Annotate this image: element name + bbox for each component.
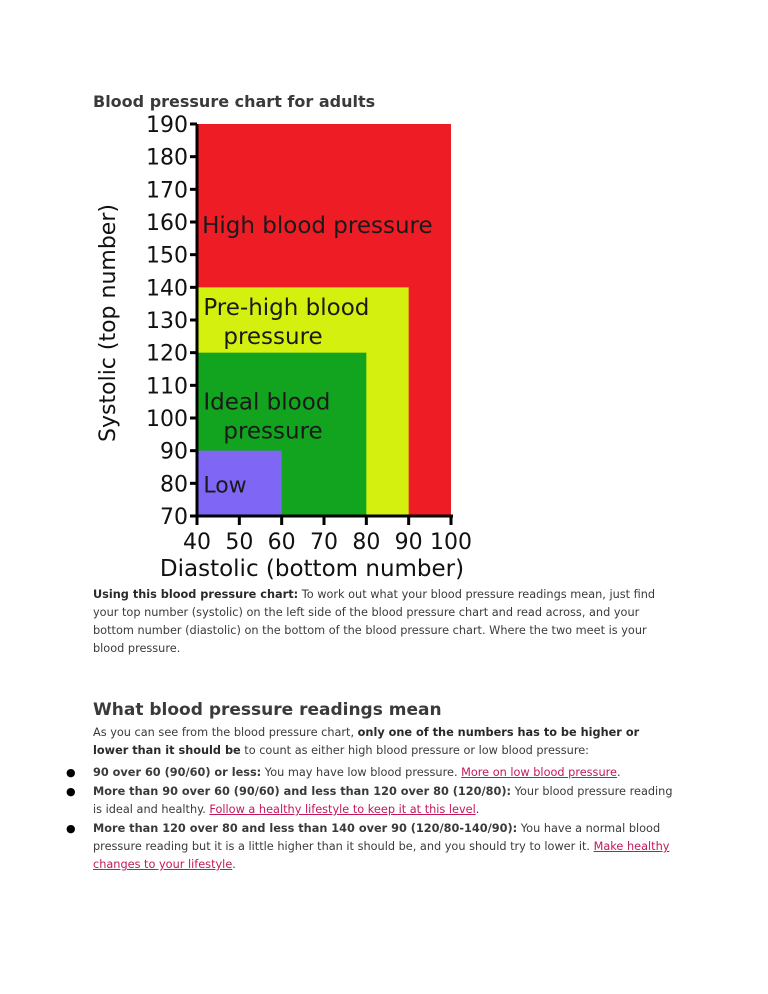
reading-range: More than 90 over 60 (90/60) and less than 120 over 80 (120/80):: [93, 785, 512, 798]
y-tick-label: 150: [146, 243, 188, 269]
readings-list: [66, 764, 678, 875]
x-tick-label: 100: [430, 530, 472, 555]
y-tick-label: 90: [160, 439, 188, 465]
y-tick-label: 180: [146, 145, 188, 171]
x-tick-label: 90: [394, 530, 423, 555]
region-label: Ideal blood: [203, 389, 331, 416]
bullet-icon: ●: [66, 766, 76, 779]
x-axis-title: Diastolic (bottom number): [159, 556, 465, 580]
reading-range: More than 120 over 80 and less than 140 over 90 (120/80-140/90):: [93, 822, 518, 835]
x-tick-label: 70: [310, 530, 338, 555]
reading-description: Your blood pressure reading is ideal and healthy.: [93, 785, 673, 816]
readings-intro-emphasis: only one of the numbers has to be higher or lower than it should be: [93, 726, 640, 757]
x-tick-label: 40: [183, 530, 211, 555]
region-label: pressure: [223, 418, 323, 445]
reading-end: .: [475, 803, 480, 816]
x-tick-label: 80: [352, 530, 381, 555]
region-label: High blood pressure: [202, 213, 433, 239]
low-blood-pressure-link[interactable]: More on low blood pressure: [461, 766, 617, 779]
readings-intro-after: to count as either high blood pressure or low blood pressure:: [240, 744, 589, 757]
y-tick-label: 170: [146, 178, 188, 204]
region-label: Pre-high blood: [203, 294, 370, 321]
y-tick-label: 190: [146, 113, 188, 138]
lifestyle-changes-link[interactable]: Make healthy changes to your lifestyle: [93, 840, 670, 871]
reading-description: You may have low blood pressure.: [261, 766, 462, 779]
x-tick-label: 60: [267, 530, 296, 555]
bullet-icon: ●: [66, 822, 76, 835]
readings-intro-paragraph: [93, 724, 678, 760]
blood-pressure-chart: [93, 112, 483, 580]
blood-pressure-chart-svg: [93, 112, 483, 580]
reading-end: .: [616, 766, 621, 779]
y-tick-label: 100: [146, 407, 188, 432]
reading-range: 90 over 60 (90/60) or less:: [93, 766, 262, 779]
y-tick-label: 120: [146, 341, 188, 367]
y-tick-label: 110: [146, 374, 188, 400]
reading-end: .: [232, 858, 236, 871]
list-item: [66, 783, 678, 819]
healthy-lifestyle-link[interactable]: Follow a healthy lifestyle to keep it at this level: [209, 803, 476, 816]
region-label: Low: [203, 473, 247, 499]
readings-section-title: What blood pressure readings mean: [93, 700, 442, 720]
chart-usage-text: To work out what your blood pressure readings mean, just find your top number (systolic) on the left side of the blood pressure chart and read across, and your bottom number (diastolic) on the bottom of the blood pressure chart. Where the two meet is your blood pressure.: [93, 588, 656, 655]
y-tick-label: 70: [160, 505, 188, 530]
x-tick-label: 50: [225, 530, 254, 555]
y-tick-label: 80: [160, 472, 188, 498]
region-label: pressure: [223, 323, 323, 350]
chart-usage-paragraph: [93, 586, 678, 658]
y-tick-label: 140: [146, 276, 188, 302]
y-tick-label: 160: [146, 211, 188, 236]
bullet-icon: ●: [66, 785, 76, 798]
chart-section-title: Blood pressure chart for adults: [93, 92, 376, 111]
list-item: [66, 764, 678, 782]
reading-description: You have a normal blood pressure reading but it is a little higher than it should be, and you should try to lower it.: [93, 822, 661, 853]
y-tick-label: 130: [146, 309, 188, 334]
list-item: [66, 820, 678, 874]
y-axis-title: Systolic (top number): [96, 204, 121, 442]
chart-usage-lead: Using this blood pressure chart:: [93, 588, 299, 601]
readings-intro-before: As you can see from the blood pressure chart,: [93, 726, 358, 739]
